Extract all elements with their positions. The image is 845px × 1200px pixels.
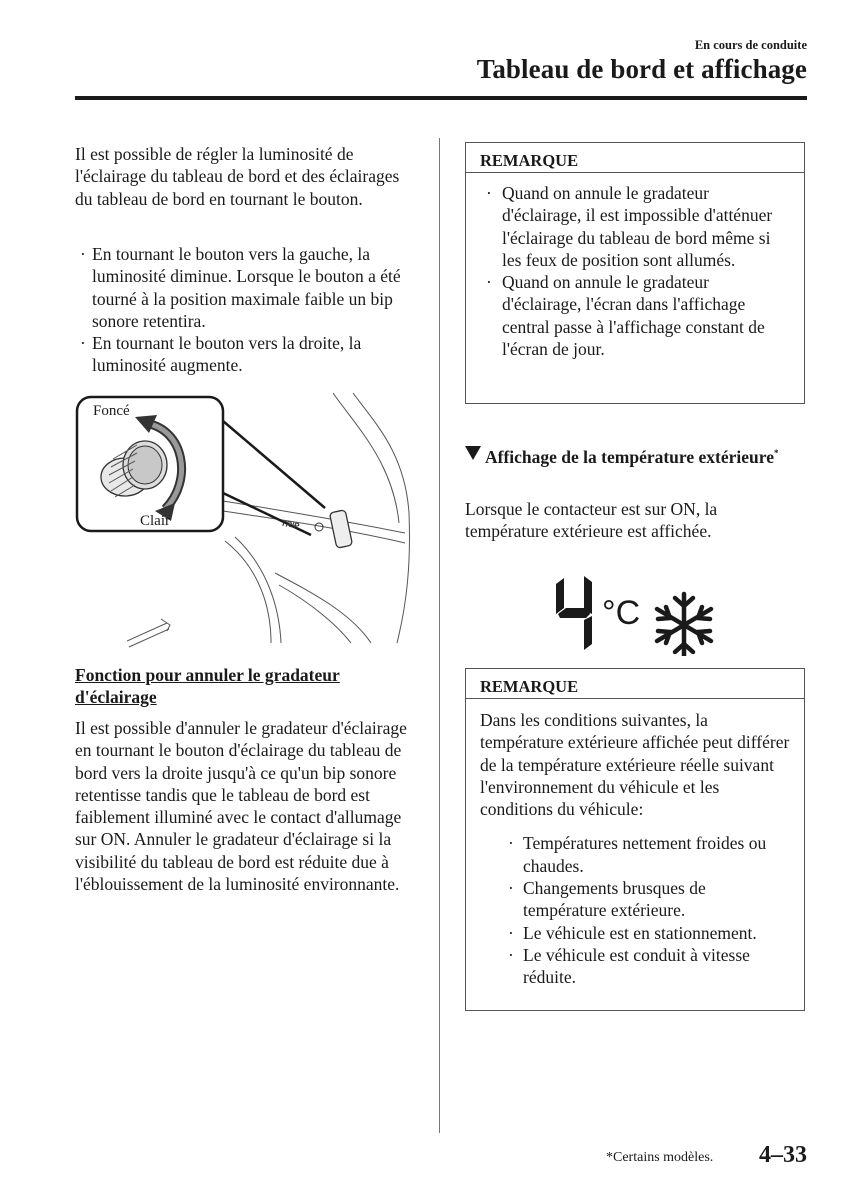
note-text: Dans les conditions suivantes, la température extérieure affichée peut différer de la température extérieure réelle suivant l'environnement du véhicule et les conditions du véhicule: (480, 710, 790, 820)
bullet-dot: · (486, 183, 492, 203)
temperature-heading-text: Affichage de la température extérieure (485, 446, 774, 467)
temperature-unit: °C (602, 594, 641, 632)
note-bullet-list (504, 832, 792, 988)
note-body (466, 173, 804, 370)
list-item-text: Changements brusques de température extérieure. (523, 878, 706, 921)
footnote: *Certains modèles. (606, 1150, 714, 1165)
bullet-dot: · (508, 833, 514, 854)
intro-paragraph: Il est possible de régler la luminosité de l'éclairage du tableau de bord et des éclairages du tableau de bord en tournant le bouton. (75, 144, 400, 209)
list-item-text: Températures nettement froides ou chaudes. (523, 833, 767, 876)
footnote-marker: * (773, 448, 779, 458)
temperature-section-heading (465, 442, 805, 468)
list-item (504, 922, 792, 944)
bullet-dot: · (508, 922, 514, 943)
trip-button-icon (280, 510, 352, 549)
brightness-bullet-list (75, 243, 420, 377)
dimmer-knob-illustration (75, 393, 420, 653)
bullet-dot: · (486, 272, 492, 293)
temperature-paragraph: Lorsque le contacteur est sur ON, la température extérieure est affichée. (465, 499, 718, 542)
bullet-dot: · (80, 333, 86, 354)
callout-leader (223, 421, 325, 535)
list-item-text: En tournant le bouton vers la droite, la luminosité augmente. (92, 333, 362, 376)
disable-dimmer-subheading: Fonction pour annuler le gradateur d'éclairage (75, 665, 340, 707)
note-body (466, 699, 804, 999)
trip-button-label: TRIP (280, 518, 300, 531)
note-heading: REMARQUE (466, 669, 804, 699)
snowflake-icon (657, 594, 711, 656)
list-item (504, 877, 792, 922)
bullet-dot: · (508, 944, 514, 965)
list-item (504, 944, 792, 989)
list-item (75, 243, 420, 332)
list-item-text: Le véhicule est en stationnement. (523, 922, 757, 943)
temperature-digit (556, 576, 592, 650)
bullet-dot: · (80, 244, 86, 264)
list-item (504, 832, 792, 877)
list-item (75, 332, 420, 377)
title-rule (75, 96, 807, 100)
triangle-marker-icon (465, 443, 481, 465)
list-item-text: Le véhicule est conduit à vitesse réduite. (523, 944, 750, 988)
column-divider (439, 138, 440, 1133)
list-item-text: Quand on annule le gradateur d'éclairage, il est impossible d'atténuer l'éclairage du tableau de bord même si les feux de position sont allumés. (502, 183, 773, 270)
section-label: En cours de conduite (694, 38, 807, 52)
disable-dimmer-paragraph: Il est possible d'annuler le gradateur d'éclairage en tournant le bouton d'éclairage du tableau de bord vers la droite jusqu'à ce qu'un bip sonore retentisse tandis que le tableau de bord est faiblement illuminé avec le contact d'allumage sur ON. Annuler le gradateur d'éclairage si la visibilité du tableau de bord est réduite due à l'éblouissement de la luminosité environnante. (75, 718, 407, 895)
page-number: 4–33 (759, 1142, 807, 1168)
page-title: Tableau de bord et affichage (476, 54, 807, 84)
note-heading: REMARQUE (466, 143, 804, 173)
label-light: Clair (140, 513, 170, 529)
list-item (480, 182, 792, 271)
list-item-text: Quand on annule le gradateur d'éclairage, l'écran dans l'affichage central passe à l'affichage constant de l'écran de jour. (502, 272, 765, 360)
list-item (480, 271, 792, 360)
label-dark: Foncé (93, 403, 130, 419)
note-bullet-list (480, 182, 792, 360)
bullet-dot: · (508, 878, 514, 899)
list-item-text: En tournant le bouton vers la gauche, la luminosité diminue. Lorsque le bouton a été tourné à la position maximale faible un bip sonore retentira. (92, 244, 401, 331)
note-box (465, 142, 805, 404)
outside-temperature-display (548, 570, 723, 656)
note-box (465, 668, 805, 1011)
